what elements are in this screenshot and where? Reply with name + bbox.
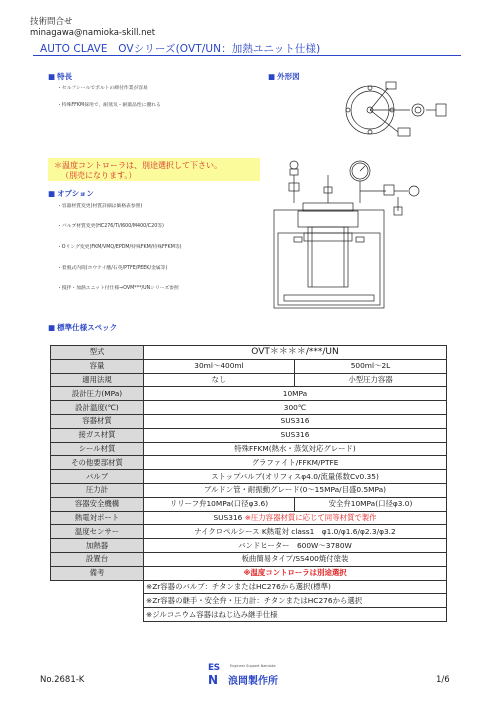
row-value: 300℃ [144,401,447,415]
option-item: ・Oリング変更(FKM/VMQ/EPDM/特殊FKM/特殊FFKM等) [57,245,182,250]
table-row [51,539,447,553]
table-row [51,552,447,566]
row-value: SUS316 [144,428,447,442]
table-row [51,470,447,484]
square-bullet-icon: ■ [268,72,276,81]
row-value: ※温度コントローラは別途選択 [144,566,447,580]
square-bullet-icon: ■ [48,189,56,198]
row-label: 熱電対ポート [51,511,144,525]
note-cell: ※ジルコニウム容器はねじ込み継手仕様 [144,608,447,622]
row-label: シール材質 [51,442,144,456]
row-value: グラファイト/FFKM/PTFE [144,456,447,470]
controller-callout [48,158,260,181]
company-logo [208,663,328,687]
row-label: その他要部材質 [51,456,144,470]
row-value: なし [144,373,295,387]
logo-tagline: Engineer Support Namioka [230,664,276,668]
row-value: 500ml〜2L [295,359,447,373]
row-label: 温度センサー [51,525,144,539]
row-value: 10MPa [144,387,447,401]
row-label: 容器材質 [51,414,144,428]
row-value: ブルドン管・耐振動グレード(0〜15MPa/目盛0.5MPa) [144,483,447,497]
table-row [51,608,447,622]
logo-mark-icon: N [208,673,219,687]
page-title: AUTO CLAVE OVシリーズ(OVT/UN：加熱ユニット仕様) [40,43,321,55]
contact-block [30,17,155,39]
title-underline [33,55,461,56]
table-row [51,511,447,525]
row-label: 適用法規 [51,373,144,387]
table-row [51,594,447,608]
outline-heading: ■ 外形図 [268,72,300,81]
callout-line: （別売になります。） [61,171,137,180]
row-value: バンドヒーター 600W〜3780W [144,539,447,553]
row-label: 接ガス材質 [51,428,144,442]
callout-line: ＊温度コントローラは、別途選択して下さい。 [54,161,222,170]
document-number: No.2681-K [40,675,85,685]
table-row [51,359,447,373]
table-row [51,566,447,580]
top-view-drawing [340,80,460,145]
table-row [51,373,447,387]
feature-item: ・特殊FFKM採用で、耐蒸気・耐薬品性に優れる [57,103,161,108]
row-label: 型式 [51,346,144,360]
row-value: SUS316 [144,414,447,428]
table-row [51,456,447,470]
material-note: ※圧力容器材質に応じて同等材質で製作 [244,512,377,522]
row-value: OVT＊＊＊＊/***/UN [144,346,447,360]
table-row [51,442,447,456]
row-value: SUS316 ※圧力容器材質に応じて同等材質で製作 [144,511,447,525]
table-row [51,580,447,594]
row-value: ナイクロペルシース K熱電対 class1 φ1.0/φ1.6/φ2.3/φ3.2 [144,525,447,539]
spec-table [50,345,447,622]
table-row [51,346,447,360]
front-view-drawing [268,155,453,310]
option-item: ・撹拌・加熱ユニット付仕様⇒OVM***/UNシリーズ参照 [57,286,179,291]
row-value: 板曲簡易タイプ/SS400焼付塗装 [144,552,447,566]
row-label: バルブ [51,470,144,484]
option-item: ・容器材質変更(材質詳細は価格表参照) [57,204,143,209]
row-value: 30ml〜400ml [144,359,295,373]
table-row [51,401,447,415]
note-cell: ※Zr容器の継手・安全弁・圧力計：チタンまたはHC276から選択 [144,594,447,608]
row-value: ストップバルブ(オリフィスφ4.0/流量係数Cv0.35) [144,470,447,484]
table-row [51,414,447,428]
feature-item: ・セルフシールでボルトの締付作業が容易 [57,86,148,91]
table-row [51,483,447,497]
option-item: ・バルブ材質変更(HC276/Ti/I600/M400/C20等) [57,224,164,229]
contact-label: 技術問合せ [30,17,73,27]
options-heading: ■ オプション [48,189,94,198]
row-value: 小型圧力容器 [295,373,447,387]
row-label: 備考 [51,566,144,580]
contact-email[interactable]: minagawa@namioka-skill.net [30,28,156,38]
note-cell: ※Zr容器のバルブ：チタンまたはHC276から選択(標準) [144,580,447,594]
row-label: 圧力計 [51,483,144,497]
row-label: 容器安全機構 [51,497,144,511]
option-item: ・着脱式内筒(ホウケイ酸/石英/PTFE/PEEK/金属等) [57,266,168,271]
row-value: 特殊FFKM(熱水・蒸気対応グレード) [144,442,447,456]
row-value: リリーフ弁10MPa(口径φ3.6) [144,497,295,511]
row-label: 設計圧力(MPa) [51,387,144,401]
row-value: 安全弁10MPa(口径φ3.0) [295,497,447,511]
row-label: 設置台 [51,552,144,566]
row-label: 加熱器 [51,539,144,553]
row-label: 設計温度(℃) [51,401,144,415]
row-label: 容量 [51,359,144,373]
page-number: 1/6 [436,675,450,685]
table-row [51,428,447,442]
square-bullet-icon: ■ [48,323,56,332]
table-row [51,387,447,401]
spec-heading: ■ 標準仕様スペック [48,323,118,332]
logo-initials: ES [208,663,220,673]
features-heading: ■ 特長 [48,72,73,81]
square-bullet-icon: ■ [48,72,56,81]
table-row [51,497,447,511]
logo-company-name: 浪岡製作所 [228,676,278,687]
table-row [51,525,447,539]
